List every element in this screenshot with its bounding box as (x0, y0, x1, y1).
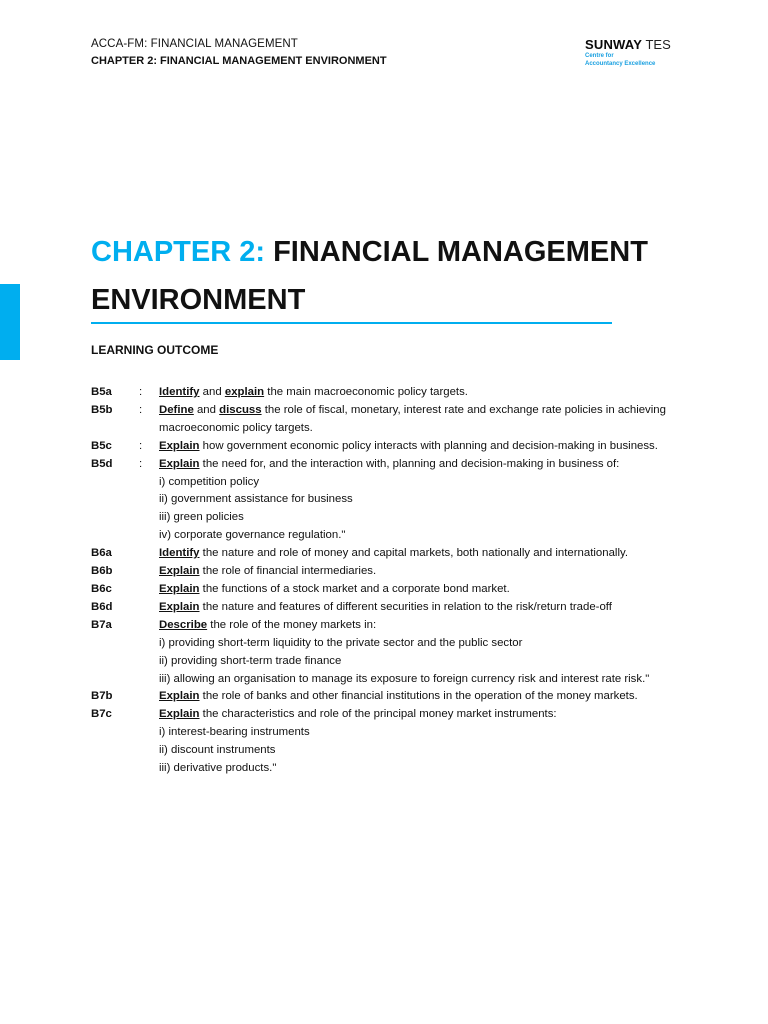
outcome-text (159, 456, 669, 546)
logo-wordmark (585, 38, 671, 52)
outcome-text (159, 563, 669, 581)
outcome-description: the nature and features of different securities in relation to the risk/return trade-off (199, 600, 612, 613)
outcome-code: B5b (91, 403, 113, 416)
logo-brand-bold: SUNWAY (585, 37, 643, 52)
outcome-colon (139, 688, 159, 706)
outcome-code: B5c (91, 439, 112, 452)
logo-tagline-2: Accountancy Excellence (585, 61, 656, 67)
outcome-description: the characteristics and role of the principal money market instruments: (199, 708, 557, 721)
chapter-number: CHAPTER 2: (91, 236, 266, 268)
outcome-text (159, 438, 669, 456)
outcome-text (159, 402, 669, 438)
outcome-description: the main macroeconomic policy targets. (264, 386, 468, 398)
learning-outcome-row (91, 456, 691, 546)
outcome-verb: Explain (159, 708, 200, 721)
outcome-description: the role of banks and other financial institutions in the operation of the money markets. (199, 690, 638, 703)
outcome-colon (139, 545, 159, 563)
running-header (91, 36, 387, 70)
outcome-connector: and (193, 403, 220, 416)
outcome-code: B6c (91, 582, 112, 595)
outcome-sub-item: ii) government assistance for business (159, 493, 353, 506)
outcome-verb: Explain (159, 600, 200, 613)
outcome-text (159, 688, 669, 706)
sunway-tes-logo (585, 38, 671, 68)
outcome-verb: Explain (159, 439, 200, 452)
outcome-text (159, 384, 669, 402)
outcome-sub-item: iv) corporate governance regulation." (159, 529, 346, 542)
outcome-sub-item: iii) derivative products." (159, 762, 277, 775)
outcome-colon: : (139, 386, 143, 398)
outcome-code: B5d (91, 457, 113, 470)
outcome-description: the need for, and the interaction with, planning and decision-making in business of: (199, 457, 620, 470)
outcome-sub-item: iii) allowing an organisation to manage its exposure to foreign currency risk and interest rate risk." (159, 672, 650, 685)
section-heading: LEARNING OUTCOME (91, 343, 219, 357)
outcome-text (159, 706, 669, 778)
learning-outcome-row (91, 438, 691, 456)
chapter-name: FINANCIAL MANAGEMENT ENVIRONMENT (91, 236, 648, 316)
outcome-verb: Explain (159, 582, 200, 595)
outcome-sub-item: ii) providing short-term trade finance (159, 654, 342, 667)
outcome-colon: : (139, 403, 143, 416)
outcome-text (159, 617, 669, 689)
outcome-description: the nature and role of money and capital markets, both nationally and internationally. (199, 547, 628, 560)
chapter-title (91, 228, 701, 324)
outcome-description: the role of the money markets in: (207, 618, 377, 631)
outcome-verb: Identify (159, 386, 200, 398)
learning-outcomes-list (91, 384, 691, 778)
outcome-verb: Describe (159, 618, 208, 631)
outcome-description: the role of financial intermediaries. (199, 565, 377, 578)
outcome-colon (139, 563, 159, 581)
outcome-verb-2: discuss (219, 403, 262, 416)
outcome-sub-item: i) providing short-term liquidity to the private sector and the public sector (159, 636, 523, 649)
learning-outcome-row (91, 581, 691, 599)
learning-outcome-row (91, 545, 691, 563)
title-underline (91, 322, 612, 324)
outcome-verb: Explain (159, 457, 200, 470)
outcome-sub-item: ii) discount instruments (159, 744, 276, 757)
outcome-text (159, 545, 669, 563)
outcome-code: B6d (91, 600, 113, 613)
learning-outcome-row (91, 617, 691, 689)
outcome-colon: : (139, 457, 143, 470)
outcome-code: B6a (91, 547, 112, 560)
outcome-colon (139, 599, 159, 617)
logo-tagline-1: Centre for (585, 53, 614, 59)
outcome-text (159, 581, 669, 599)
learning-outcome-row (91, 563, 691, 581)
header-course: ACCA-FM: FINANCIAL MANAGEMENT (91, 38, 298, 50)
header-chapter: CHAPTER 2: FINANCIAL MANAGEMENT ENVIRONMENT (91, 55, 387, 67)
outcome-verb: Explain (159, 565, 200, 578)
outcome-colon: : (139, 439, 143, 452)
outcome-description: the functions of a stock market and a corporate bond market. (199, 582, 510, 595)
outcome-verb: Explain (159, 690, 200, 703)
outcome-description: how government economic policy interacts with planning and decision-making in business. (199, 439, 658, 452)
learning-outcome-row (91, 384, 691, 402)
outcome-verb: Define (159, 403, 194, 416)
logo-brand-rest: TES (642, 37, 671, 52)
outcome-colon (139, 617, 159, 689)
chapter-side-tab (0, 284, 20, 360)
outcome-connector: and (199, 386, 225, 398)
outcome-verb: Identify (159, 547, 200, 560)
learning-outcome-row (91, 688, 691, 706)
outcome-code: B7a (91, 618, 112, 631)
outcome-description: the role of fiscal, monetary, interest rate and exchange rate policies in achieving macroeconomic policy targets. (159, 403, 666, 434)
learning-outcome-row (91, 402, 691, 438)
outcome-code: B7c (91, 708, 112, 721)
outcome-sub-item: iii) green policies (159, 511, 244, 524)
outcome-code: B5a (91, 386, 112, 398)
outcome-text (159, 599, 669, 617)
outcome-code: B7b (91, 690, 113, 703)
outcome-code: B6b (91, 565, 113, 578)
outcome-verb-2: explain (224, 386, 265, 398)
learning-outcome-row (91, 706, 691, 778)
outcome-sub-item: i) interest-bearing instruments (159, 726, 310, 739)
learning-outcome-row (91, 599, 691, 617)
outcome-sub-item: i) competition policy (159, 475, 260, 488)
outcome-colon (139, 581, 159, 599)
outcome-colon (139, 706, 159, 778)
